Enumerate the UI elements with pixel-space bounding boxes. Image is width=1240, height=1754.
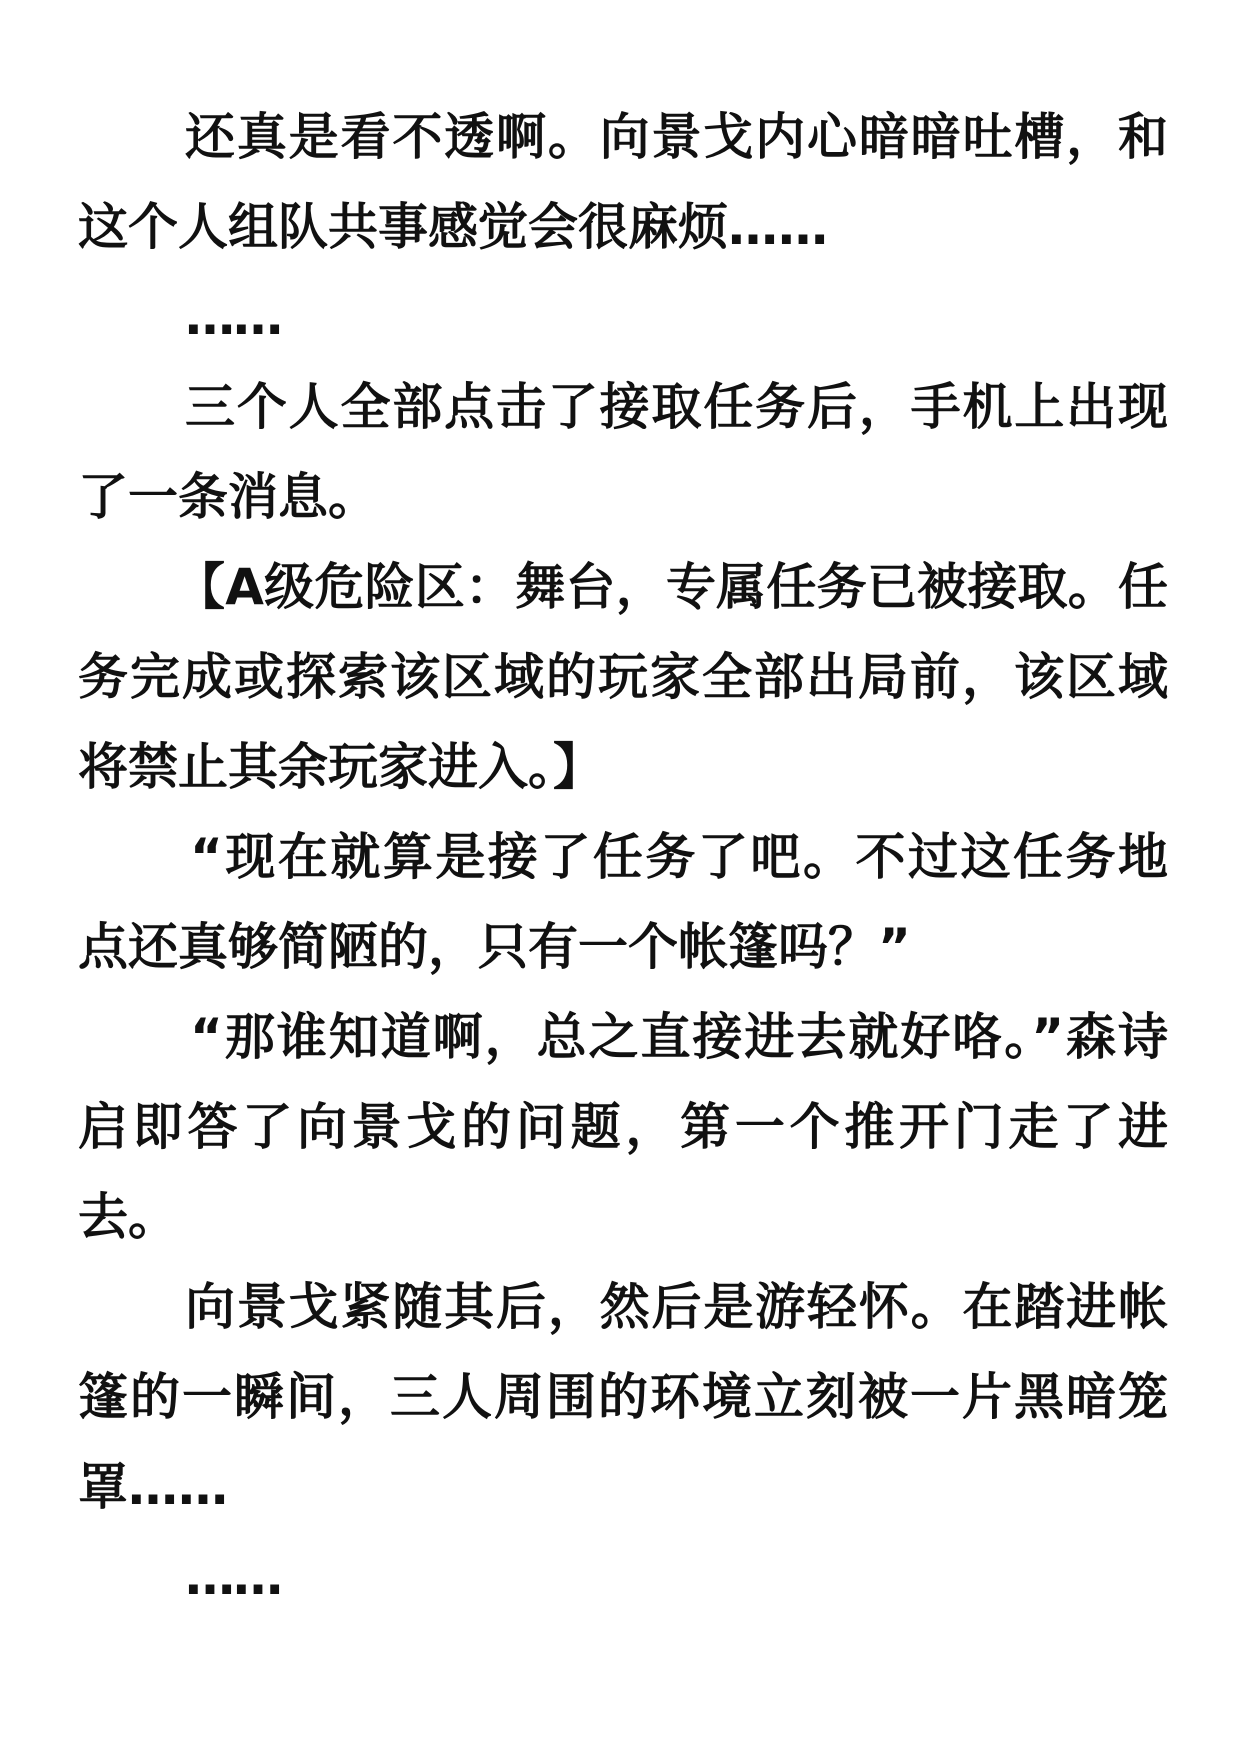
paragraph-dialogue-2: “那谁知道啊，总之直接进去就好咯。”森诗启即答了向景戈的问题，第一个推开门走了进去。 [78, 1008, 1168, 1246]
paragraph-3: 三个人全部点击了接取任务后，手机上出现了一条消息。 [78, 378, 1168, 526]
paragraph-dialogue-1: “现在就算是接了任务了吧。不过这任务地点还真够简陋的，只有一个帐篷吗？” [78, 828, 1168, 976]
paragraph-1: 还真是看不透啊。向景戈内心暗暗吐槽，和这个人组队共事感觉会很麻烦…… [78, 108, 1168, 256]
document-page [78, 92, 1168, 1622]
paragraph-ellipsis-2: …… [185, 1548, 281, 1606]
paragraph-system-message: 【A级危险区：舞台，专属任务已被接取。任务完成或探索该区域的玩家全部出局前，该区域将禁止其余玩家进入。】 [78, 558, 1168, 796]
paragraph-ellipsis-1: …… [185, 288, 281, 346]
paragraph-7: 向景戈紧随其后，然后是游轻怀。在踏进帐篷的一瞬间，三人周围的环境立刻被一片黑暗笼罩…… [78, 1278, 1168, 1516]
